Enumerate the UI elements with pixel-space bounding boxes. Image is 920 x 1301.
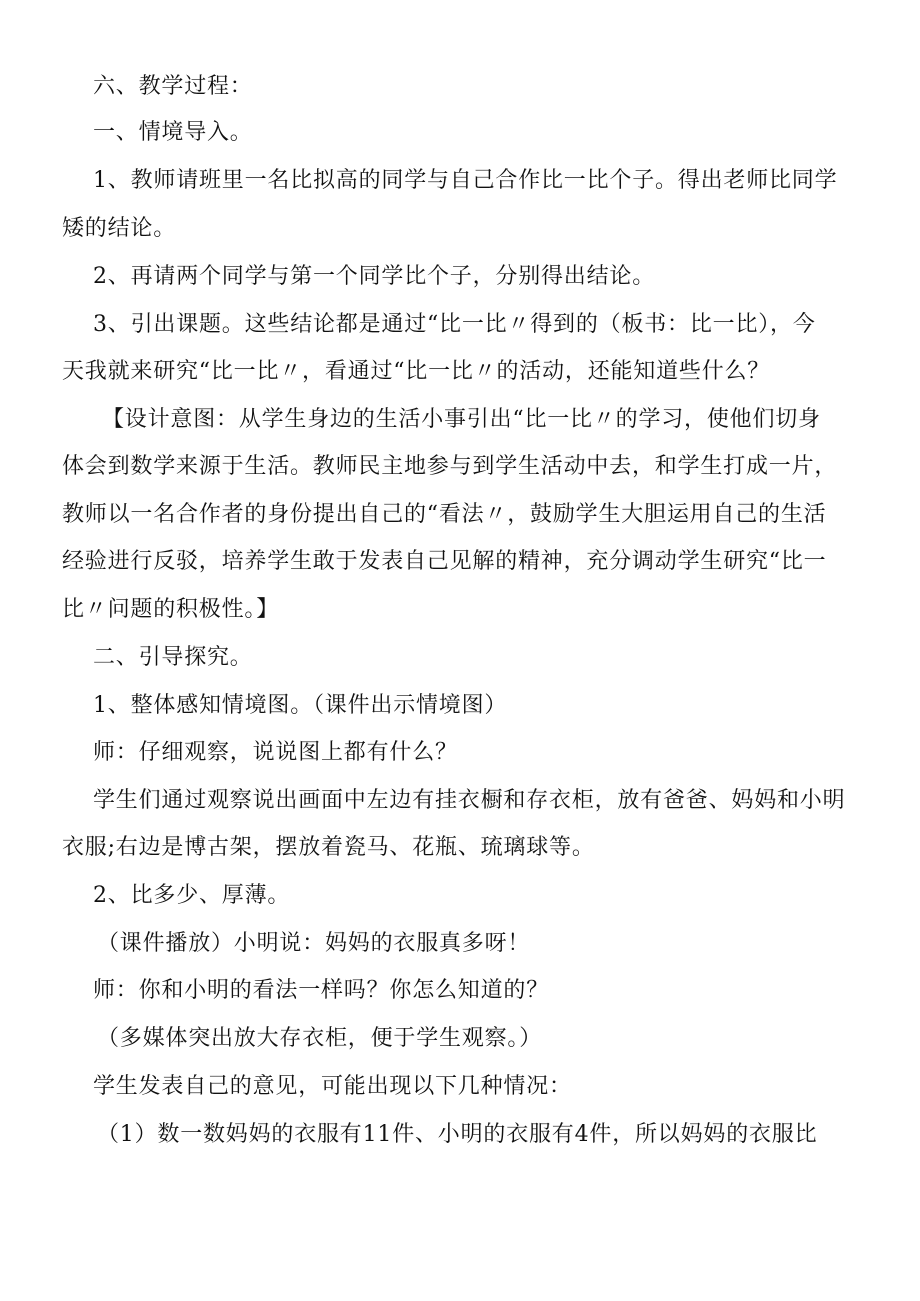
- paragraph-line: 师：你和小明的看法一样吗？你怎么知道的？: [93, 978, 550, 1003]
- paragraph-line: 2、比多少、厚薄。: [93, 883, 291, 908]
- paragraph-line: 天我就来研究“比一比〃，看通过“比一比〃的活动，还能知道些什么？: [62, 359, 771, 384]
- subsection-heading-introduction: 一、情境导入。: [93, 120, 253, 145]
- section-heading-teaching-process: 六、教学过程：: [93, 74, 253, 99]
- design-intent-line: 比〃问题的积极性。】: [62, 597, 280, 622]
- subsection-heading-guided-inquiry: 二、引导探究。: [93, 645, 253, 670]
- design-intent-line: 体会到数学来源于生活。教师民主地参与到学生活动中去，和学生打成一片，: [62, 454, 838, 479]
- paragraph-line: （多媒体突出放大存衣柜，便于学生观察。）: [97, 1026, 543, 1051]
- design-intent-line: 经验进行反驳，培养学生敢于发表自己见解的精神，充分调动学生研究“比一: [62, 549, 827, 574]
- paragraph-line: 1、整体感知情境图。（课件出示情境图）: [93, 693, 508, 718]
- paragraph-line: 衣服;右边是博古架，摆放着瓷马、花瓶、琉璃球等。: [62, 835, 595, 860]
- paragraph-line: 1、教师请班里一名比拟高的同学与自己合作比一比个子。得出老师比同学: [93, 168, 838, 193]
- paragraph-line: 2、再请两个同学与第一个同学比个子，分别得出结论。: [93, 264, 655, 289]
- paragraph-line: 师：仔细观察，说说图上都有什么？: [93, 740, 458, 765]
- design-intent-line: 【设计意图：从学生身边的生活小事引出“比一比〃的学习，使他们切身: [102, 407, 821, 432]
- paragraph-line: 学生发表自己的意见，可能出现以下几种情况：: [93, 1074, 572, 1099]
- paragraph-line: 3、引出课题。这些结论都是通过“比一比〃得到的（板书：比一比），今: [93, 312, 816, 337]
- paragraph-line: 矮的结论。: [62, 216, 177, 241]
- paragraph-line: （课件播放）小明说：妈妈的衣服真多呀！: [97, 931, 531, 956]
- paragraph-line: （1）数一数妈妈的衣服有11件、小明的衣服有4件，所以妈妈的衣服比: [97, 1122, 818, 1147]
- design-intent-line: 教师以一名合作者的身份提出自己的“看法〃，鼓励学生大胆运用自己的生活: [62, 502, 827, 527]
- paragraph-line: 学生们通过观察说出画面中左边有挂衣橱和存衣柜，放有爸爸、妈妈和小明: [93, 788, 846, 813]
